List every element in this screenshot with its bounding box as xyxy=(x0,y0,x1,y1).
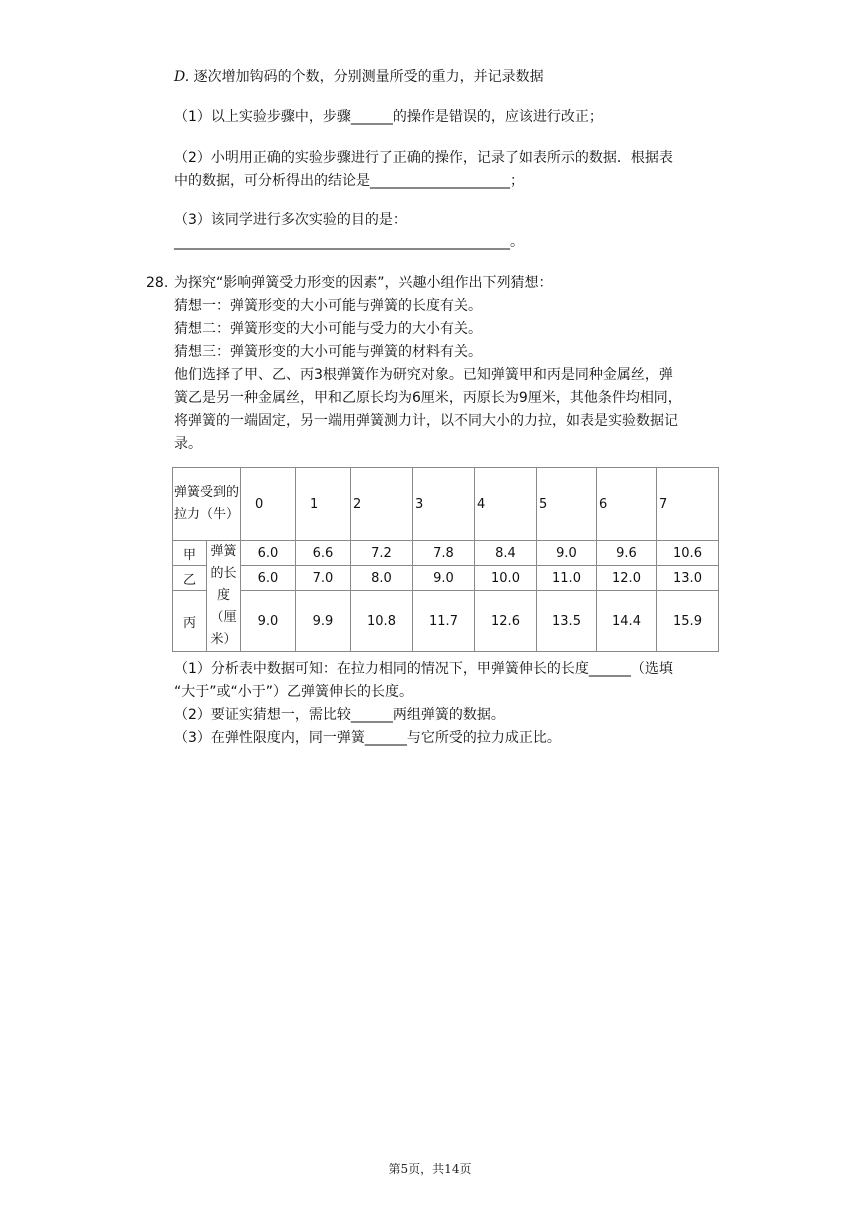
length-cell: 11.0 xyxy=(537,566,597,591)
force-cell: 4 xyxy=(475,468,537,541)
spring-label: 丙 xyxy=(173,591,207,652)
length-cell: 9.0 xyxy=(413,566,475,591)
q28-hypothesis-1: 猜想一：弹簧形变的大小可能与弹簧的长度有关。 xyxy=(174,298,482,314)
question-2-line-2: 中的数据，可分析得出的结论是____________________； xyxy=(174,173,524,189)
page-footer: 第5页，共14页 xyxy=(388,1162,472,1176)
length-header xyxy=(207,541,241,652)
spring-row-jia xyxy=(173,541,719,566)
question-3-line-2: ________________________________________________。 xyxy=(174,234,524,250)
length-cell: 6.6 xyxy=(296,541,351,566)
force-row xyxy=(173,468,719,541)
force-cell: 6 xyxy=(597,468,657,541)
length-cell: 6.0 xyxy=(241,541,296,566)
length-cell: 14.4 xyxy=(597,591,657,652)
option-d xyxy=(174,66,544,88)
length-cell: 9.0 xyxy=(537,541,597,566)
spring-label: 乙 xyxy=(173,566,207,591)
length-cell: 9.0 xyxy=(241,591,296,652)
length-cell: 12.6 xyxy=(475,591,537,652)
question-number: 28. xyxy=(146,275,169,291)
force-header-text: 弹簧受到的拉力（牛） xyxy=(173,485,239,522)
force-cell: 1 xyxy=(296,468,351,541)
length-cell: 13.5 xyxy=(537,591,597,652)
force-cell: 7 xyxy=(657,468,719,541)
q28-subquestion-1-line-1: （1）分析表中数据可知：在拉力相同的情况下，甲弹簧伸长的长度______（选填 xyxy=(174,661,673,677)
length-cell: 12.0 xyxy=(597,566,657,591)
force-cell: 5 xyxy=(537,468,597,541)
length-cell: 6.0 xyxy=(241,566,296,591)
force-cell: 2 xyxy=(351,468,413,541)
q28-hypothesis-2: 猜想二：弹簧形变的大小可能与受力的大小有关。 xyxy=(174,321,482,337)
spring-row-yi xyxy=(173,566,719,591)
force-cell: 0 xyxy=(241,468,296,541)
length-cell: 8.0 xyxy=(351,566,413,591)
length-cell: 15.9 xyxy=(657,591,719,652)
length-cell: 7.2 xyxy=(351,541,413,566)
question-2-line-1: （2）小明用正确的实验步骤进行了正确的操作，记录了如表所示的数据．根据表 xyxy=(174,150,673,166)
q28-setup-line-1: 他们选择了甲、乙、丙3根弹簧作为研究对象。已知弹簧甲和丙是同种金属丝，弹 xyxy=(174,367,673,383)
spring-row-bing xyxy=(173,591,719,652)
length-header-text: 弹簧的长度（厘米） xyxy=(210,544,237,647)
length-cell: 9.9 xyxy=(296,591,351,652)
q28-setup-line-3: 将弹簧的一端固定，另一端用弹簧测力计，以不同大小的力拉，如表是实验数据记 xyxy=(174,413,678,429)
q28-subquestion-1-line-2: “大于”或“小于”）乙弹簧伸长的长度。 xyxy=(174,684,414,700)
q28-setup-line-4: 录。 xyxy=(174,436,202,452)
question-3-line-1: （3）该同学进行多次实验的目的是： xyxy=(174,212,407,228)
length-cell: 7.8 xyxy=(413,541,475,566)
question-1: （1）以上实验步骤中，步骤______的操作是错误的，应该进行改正； xyxy=(174,109,603,125)
q28-subquestion-2: （2）要证实猜想一，需比较______两组弹簧的数据。 xyxy=(174,707,505,723)
length-cell: 8.4 xyxy=(475,541,537,566)
length-cell: 10.8 xyxy=(351,591,413,652)
length-cell: 9.6 xyxy=(597,541,657,566)
q28-subquestion-3: （3）在弹性限度内，同一弹簧______与它所受的拉力成正比。 xyxy=(174,730,561,746)
q28-setup-line-2: 簧乙是另一种金属丝，甲和乙原长均为6厘米，丙原长为9厘米，其他条件均相同， xyxy=(174,390,682,406)
length-cell: 10.0 xyxy=(475,566,537,591)
spring-data-table xyxy=(172,467,719,652)
length-cell: 10.6 xyxy=(657,541,719,566)
force-header xyxy=(173,468,241,541)
length-cell: 7.0 xyxy=(296,566,351,591)
length-cell: 13.0 xyxy=(657,566,719,591)
q28-hypothesis-3: 猜想三：弹簧形变的大小可能与弹簧的材料有关。 xyxy=(174,344,482,360)
option-d-letter: D. xyxy=(174,69,190,85)
q28-intro: 为探究“影响弹簧受力形变的因素”，兴趣小组作出下列猜想： xyxy=(174,275,553,291)
force-cell: 3 xyxy=(413,468,475,541)
spring-label: 甲 xyxy=(173,541,207,566)
length-cell: 11.7 xyxy=(413,591,475,652)
option-d-text: 逐次增加钩码的个数，分别测量所受的重力，并记录数据 xyxy=(193,69,544,85)
